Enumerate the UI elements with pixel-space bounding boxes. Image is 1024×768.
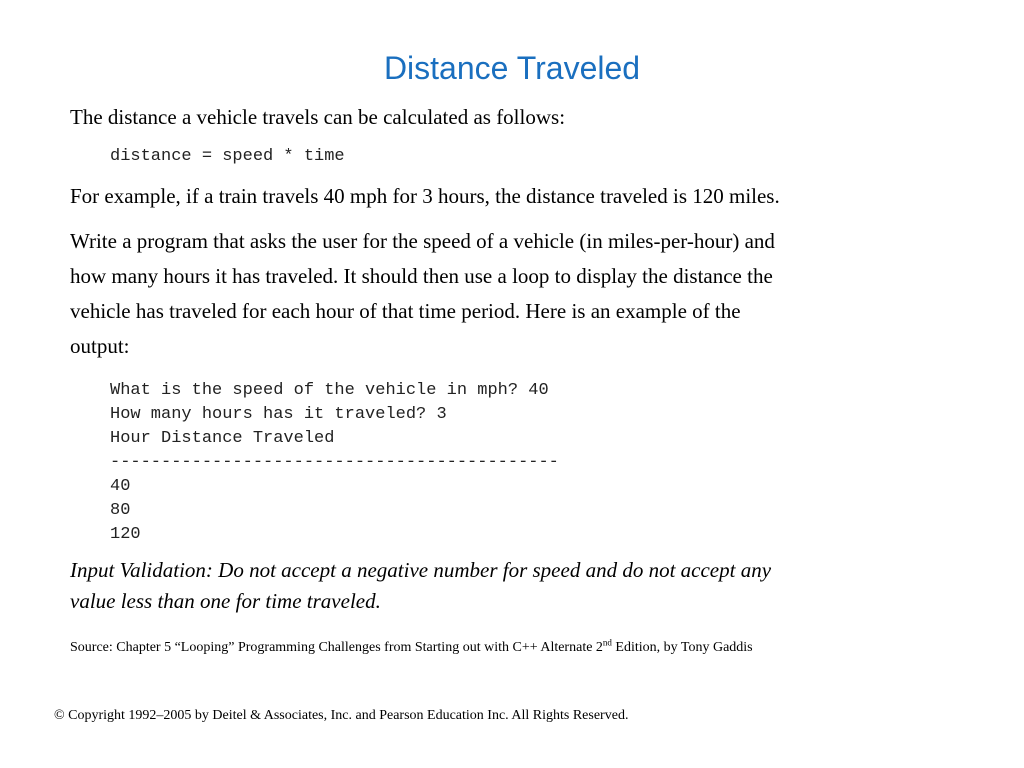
- sample-output-line: --------------------------------------------: [110, 453, 559, 472]
- validation-line: Input Validation: Do not accept a negative number for speed and do not accept any: [70, 558, 772, 582]
- sample-output-line: What is the speed of the vehicle in mph? 40: [110, 381, 549, 400]
- input-validation-note: [70, 555, 771, 617]
- instructions-paragraph: [70, 224, 950, 364]
- page-title: Distance Traveled: [383, 50, 641, 86]
- source-superscript: nd: [602, 637, 612, 648]
- sample-output-line: 120: [110, 525, 141, 544]
- intro-paragraph: The distance a vehicle travels can be calculated as follows:: [70, 105, 566, 129]
- source-text-end: Edition, by Tony Gaddis: [611, 640, 753, 655]
- sample-output-line: 80: [110, 501, 131, 520]
- instructions-line: output:: [70, 334, 130, 358]
- instructions-line: how many hours it has traveled. It should then use a loop to display the distance the: [70, 264, 773, 288]
- source-citation: [70, 638, 753, 658]
- copyright-footer: © Copyright 1992–2005 by Deitel & Associates, Inc. and Pearson Education Inc. All Rights Reserved.: [54, 708, 629, 723]
- sample-output-block: [110, 379, 559, 547]
- instructions-line: vehicle has traveled for each hour of that time period. Here is an example of the: [70, 299, 741, 323]
- sample-output-line: 40: [110, 477, 131, 496]
- formula-code: distance = speed * time: [110, 147, 345, 166]
- validation-line: value less than one for time traveled.: [70, 589, 381, 613]
- source-text: Source: Chapter 5 “Looping” Programming Challenges from Starting out with C++ Alternate 2: [70, 640, 603, 655]
- sample-output-line: How many hours has it traveled? 3: [110, 405, 447, 424]
- instructions-line: Write a program that asks the user for the speed of a vehicle (in miles-per-hour) and: [70, 229, 775, 253]
- example-paragraph: For example, if a train travels 40 mph for 3 hours, the distance traveled is 120 miles.: [70, 184, 780, 208]
- sample-output-line: Hour Distance Traveled: [110, 429, 335, 448]
